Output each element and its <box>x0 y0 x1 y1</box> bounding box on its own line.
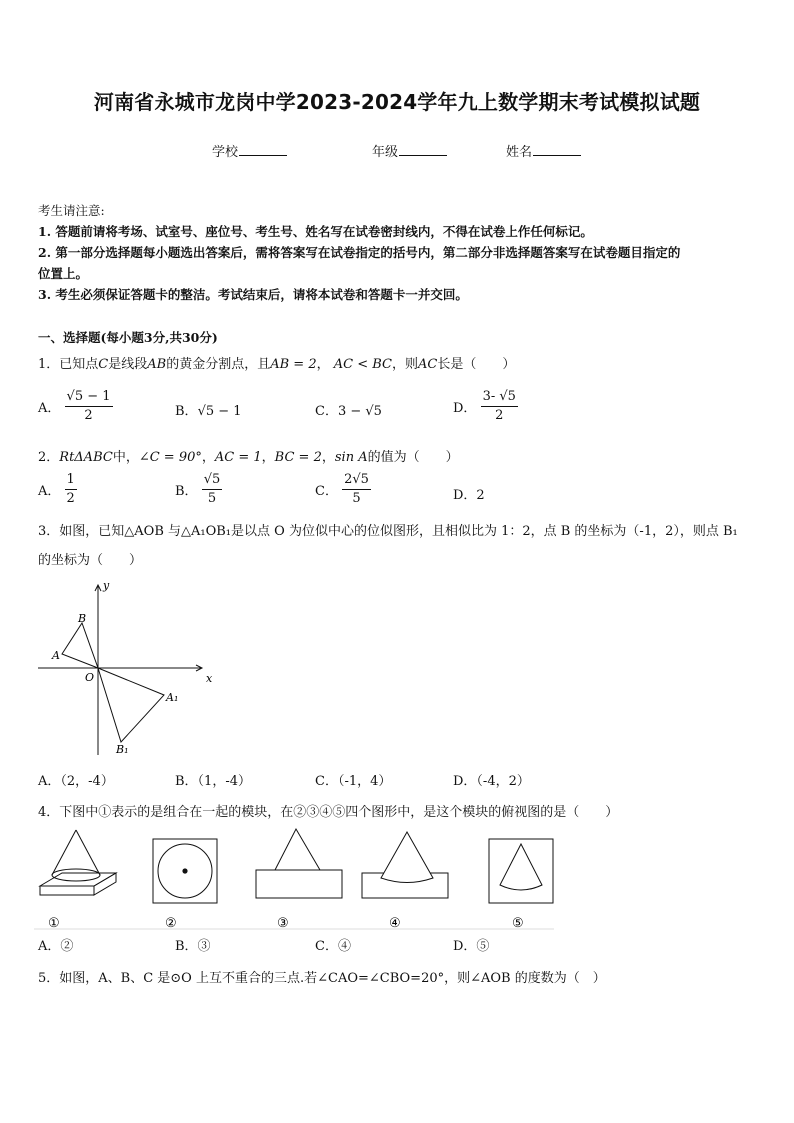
triangle-aob <box>62 623 98 668</box>
grade-blank[interactable] <box>399 143 447 156</box>
notice-heading: 考生请注意: <box>38 203 105 218</box>
q4-option-a[interactable]: A．② <box>38 939 74 954</box>
point-b-label: B <box>78 612 87 625</box>
q4-figures <box>34 823 564 933</box>
question-3-line-1: 3．如图，已知△AOB 与△A₁OB₁是以点 O 为位似中心的位似图形，且相似比为 1：2，点 B 的坐标为（-1，2），则点 B₁ <box>38 524 738 539</box>
q1-option-c[interactable]: C．3 − √5 <box>315 404 382 419</box>
q3-option-c[interactable]: C．（-1，4） <box>315 774 392 789</box>
figure-2-square-circle <box>153 839 217 903</box>
point-a-label: A <box>52 649 60 662</box>
q3-option-d[interactable]: D．（-4，2） <box>453 774 530 789</box>
q4-option-d[interactable]: D．⑤ <box>453 939 490 954</box>
school-blank[interactable] <box>239 143 287 156</box>
figure-label-4: ④ <box>389 916 401 931</box>
x-label: x <box>206 672 213 685</box>
page-title: 河南省永城市龙岗中学2023-2024学年九上数学期末考试模拟试题 <box>93 90 701 114</box>
notice-item-3: 3. 考生必须保证答题卡的整洁。考试结束后，请将本试卷和答题卡一并交回。 <box>38 287 468 302</box>
q1-option-b[interactable]: B．√5 − 1 <box>175 404 242 419</box>
origin-label: O <box>85 671 95 684</box>
figure-1-module <box>40 830 116 895</box>
question-1: 1．已知点C是线段AB的黄金分割点，且AB = 2， AC < BC，则AC长是（ ） <box>38 357 516 372</box>
figure-label-2: ② <box>165 916 177 931</box>
notice-item-1: 1. 答题前请将考场、试室号、座位号、考生号、姓名写在试卷密封线内，不得在试卷上作任何标记。 <box>38 224 593 239</box>
point-b1-label: B₁ <box>116 743 129 756</box>
q4-option-c[interactable]: C．④ <box>315 939 351 954</box>
grade-field[interactable] <box>372 141 447 160</box>
grade-label: 年级 <box>372 145 399 160</box>
question-4: 4．下图中①表示的是组合在一起的模块，在②③④⑤四个图形中，是这个模块的俯视图的是（ ） <box>38 805 619 820</box>
school-field[interactable] <box>212 141 287 160</box>
q2-option-d[interactable]: D．2 <box>453 488 485 503</box>
figure-label-3: ③ <box>277 916 289 931</box>
q3-option-a[interactable]: A．（2，-4） <box>38 774 114 789</box>
triangle-a1ob1 <box>98 668 164 742</box>
question-5: 5．如图，A、B、C 是⊙O 上互不重合的三点.若∠CAO=∠CBO=20°，则∠AOB 的度数为（ ） <box>38 971 606 986</box>
figure-4-cone-rect <box>362 832 448 898</box>
name-field[interactable] <box>506 141 581 160</box>
q1-option-a[interactable]: A． $\frac{√5 - 1}{2}$ <box>38 389 111 423</box>
notice-item-2: 2. 第一部分选择题每小题选出答案后，需将答案写在试卷指定的括号内，第二部分非选择题答案写在试卷题目指定的 <box>38 245 681 260</box>
y-label: y <box>103 579 110 592</box>
q3-option-b[interactable]: B．（1，-4） <box>175 774 251 789</box>
q1-option-d[interactable]: D． $\frac{3- √5}{2}$ <box>453 389 516 423</box>
q2-option-a[interactable]: A． $\frac{1}{2}$ <box>38 472 75 506</box>
q4-option-b[interactable]: B．③ <box>175 939 211 954</box>
name-blank[interactable] <box>533 143 581 156</box>
point-a1-label: A₁ <box>166 691 179 704</box>
section-heading: 一、选择题(每小题3分,共30分) <box>38 330 218 345</box>
name-label: 姓名 <box>506 145 533 160</box>
figure-5-square-cone <box>489 839 553 903</box>
q2-option-c[interactable]: C． $\frac{2√5}{5}$ <box>315 472 369 506</box>
question-2: 2．RtΔABC中，∠C = 90°，AC = 1，BC = 2，sin A的值为（ ） <box>38 450 459 465</box>
school-label: 学校 <box>212 145 239 160</box>
figure-3-triangle-rect <box>256 829 342 898</box>
question-3-line-2: 的坐标为（ ） <box>38 553 143 568</box>
figure-label-1: ① <box>48 916 60 931</box>
figure-label-5: ⑤ <box>512 916 524 931</box>
q2-option-b[interactable]: B． $\frac{√5}{5}$ <box>175 472 221 506</box>
notice-item-2-cont: 位置上。 <box>38 266 89 281</box>
q3-coordinate-figure <box>30 575 220 760</box>
